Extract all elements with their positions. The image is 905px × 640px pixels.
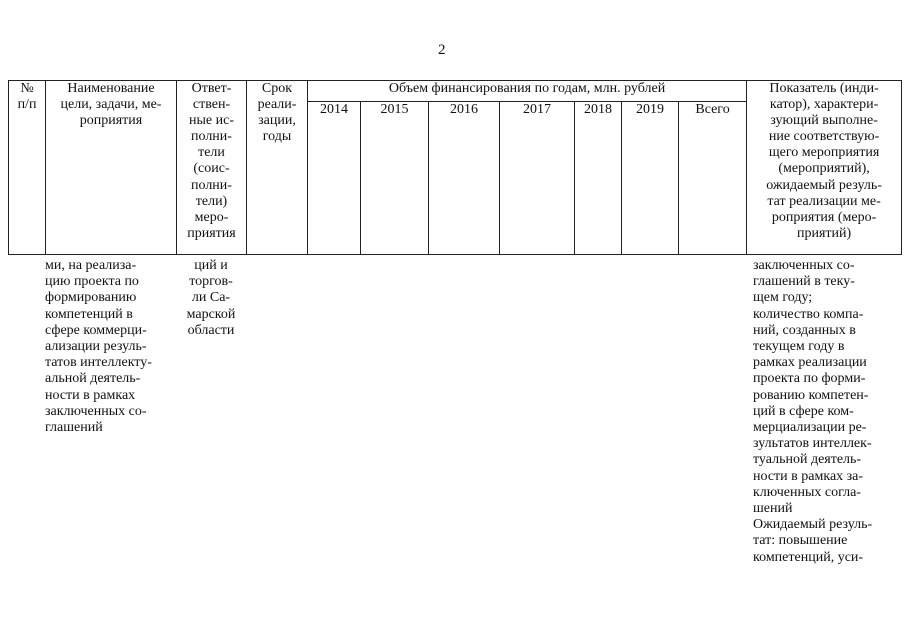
- text-line: Ожидаемый резуль-: [753, 517, 873, 533]
- text-line: тат: повышение: [753, 533, 848, 549]
- text-line: ми, на реализа-: [45, 258, 137, 273]
- text-line: количество компа-: [753, 306, 864, 322]
- text-line: ности в рамках за-: [753, 468, 864, 484]
- text-line: рованию компетен-: [753, 387, 869, 403]
- col-header-name: [46, 81, 177, 255]
- text-line: катор), характери-: [769, 97, 879, 113]
- text-line: ли Са-: [191, 290, 231, 306]
- page-number: 2: [438, 42, 446, 58]
- text-line: тат реализации ме-: [767, 193, 881, 209]
- text-line: компетенций в: [45, 306, 133, 322]
- text-line: ожидаемый резуль-: [766, 177, 882, 193]
- text-line: Срок: [261, 81, 293, 96]
- total-header: Всего: [679, 102, 747, 255]
- col-header-indicator: [747, 81, 902, 255]
- text-line: текущем году в: [753, 339, 845, 355]
- text-line: зации,: [258, 113, 296, 129]
- text-line: цию проекта по: [45, 274, 139, 290]
- text-line: альной деятель-: [45, 371, 141, 387]
- year-header: 2017: [500, 102, 575, 255]
- text-line: п/п: [17, 97, 37, 113]
- text-line: (мероприятий),: [778, 161, 870, 177]
- text-line: зующий выполне-: [770, 113, 878, 129]
- text-line: №: [20, 81, 34, 96]
- text-line: глашений в теку-: [753, 274, 855, 290]
- text-line: тели): [195, 193, 228, 209]
- text-line: меро-: [194, 209, 229, 225]
- text-line: ные ис-: [189, 113, 234, 129]
- text-line: торгов-: [189, 274, 233, 290]
- text-line: Наименование: [67, 81, 155, 96]
- col-header-financing: Объем финансирования по годам, млн. рублей: [308, 81, 747, 102]
- text-line: компетенций, уси-: [753, 549, 864, 565]
- text-line: марской: [186, 306, 236, 322]
- text-line: цели, задачи, ме-: [60, 97, 162, 113]
- text-line: ний, созданных в: [753, 322, 856, 338]
- text-line: тели: [198, 145, 225, 161]
- indicator-text: [753, 258, 899, 566]
- year-header: 2019: [622, 102, 679, 255]
- text-line: татов интеллекту-: [45, 355, 152, 371]
- year-header: 2018: [575, 102, 622, 255]
- text-line: сфере коммерци-: [45, 322, 147, 338]
- text-line: щего мероприятия: [768, 145, 880, 161]
- task-name-text: [45, 258, 175, 436]
- text-line: шений: [753, 501, 793, 517]
- year-header: 2014: [308, 102, 361, 255]
- text-line: Показатель (инди-: [769, 81, 879, 96]
- text-line: ствен-: [192, 97, 231, 113]
- col-header-responsible: [177, 81, 247, 255]
- text-line: зультатов интеллек-: [753, 436, 872, 452]
- text-line: (соис-: [193, 161, 230, 177]
- text-line: ности в рамках: [45, 387, 136, 403]
- text-line: рамках реализации: [753, 355, 867, 371]
- text-line: формированию: [45, 290, 137, 306]
- text-line: туальной деятель-: [753, 452, 862, 468]
- text-line: Ответ-: [191, 81, 232, 96]
- text-line: проекта по форми-: [753, 371, 866, 387]
- text-line: полни-: [191, 177, 232, 193]
- text-line: щем году;: [753, 290, 813, 306]
- text-line: реали-: [257, 97, 297, 113]
- col-header-num: [9, 81, 46, 255]
- text-line: ние соответствую-: [768, 129, 880, 145]
- year-header: 2015: [361, 102, 429, 255]
- col-header-term: [247, 81, 308, 255]
- text-line: приятия: [187, 225, 236, 241]
- text-line: ций и: [194, 258, 228, 273]
- text-line: ций в сфере ком-: [753, 403, 854, 419]
- text-line: глашений: [45, 420, 103, 436]
- table-header: [8, 80, 902, 255]
- text-line: роприятия (меро-: [771, 209, 877, 225]
- text-line: приятий): [796, 225, 852, 241]
- text-line: годы: [262, 129, 292, 145]
- text-line: мерциализации ре-: [753, 420, 867, 436]
- text-line: области: [187, 322, 235, 338]
- year-header: 2016: [429, 102, 500, 255]
- text-line: ключенных согла-: [753, 484, 861, 500]
- text-line: роприятия: [79, 113, 143, 129]
- text-line: ализации резуль-: [45, 339, 147, 355]
- text-line: заключенных со-: [45, 403, 147, 419]
- text-line: полни-: [191, 129, 232, 145]
- responsible-text: [176, 258, 246, 339]
- text-line: заключенных со-: [753, 258, 855, 273]
